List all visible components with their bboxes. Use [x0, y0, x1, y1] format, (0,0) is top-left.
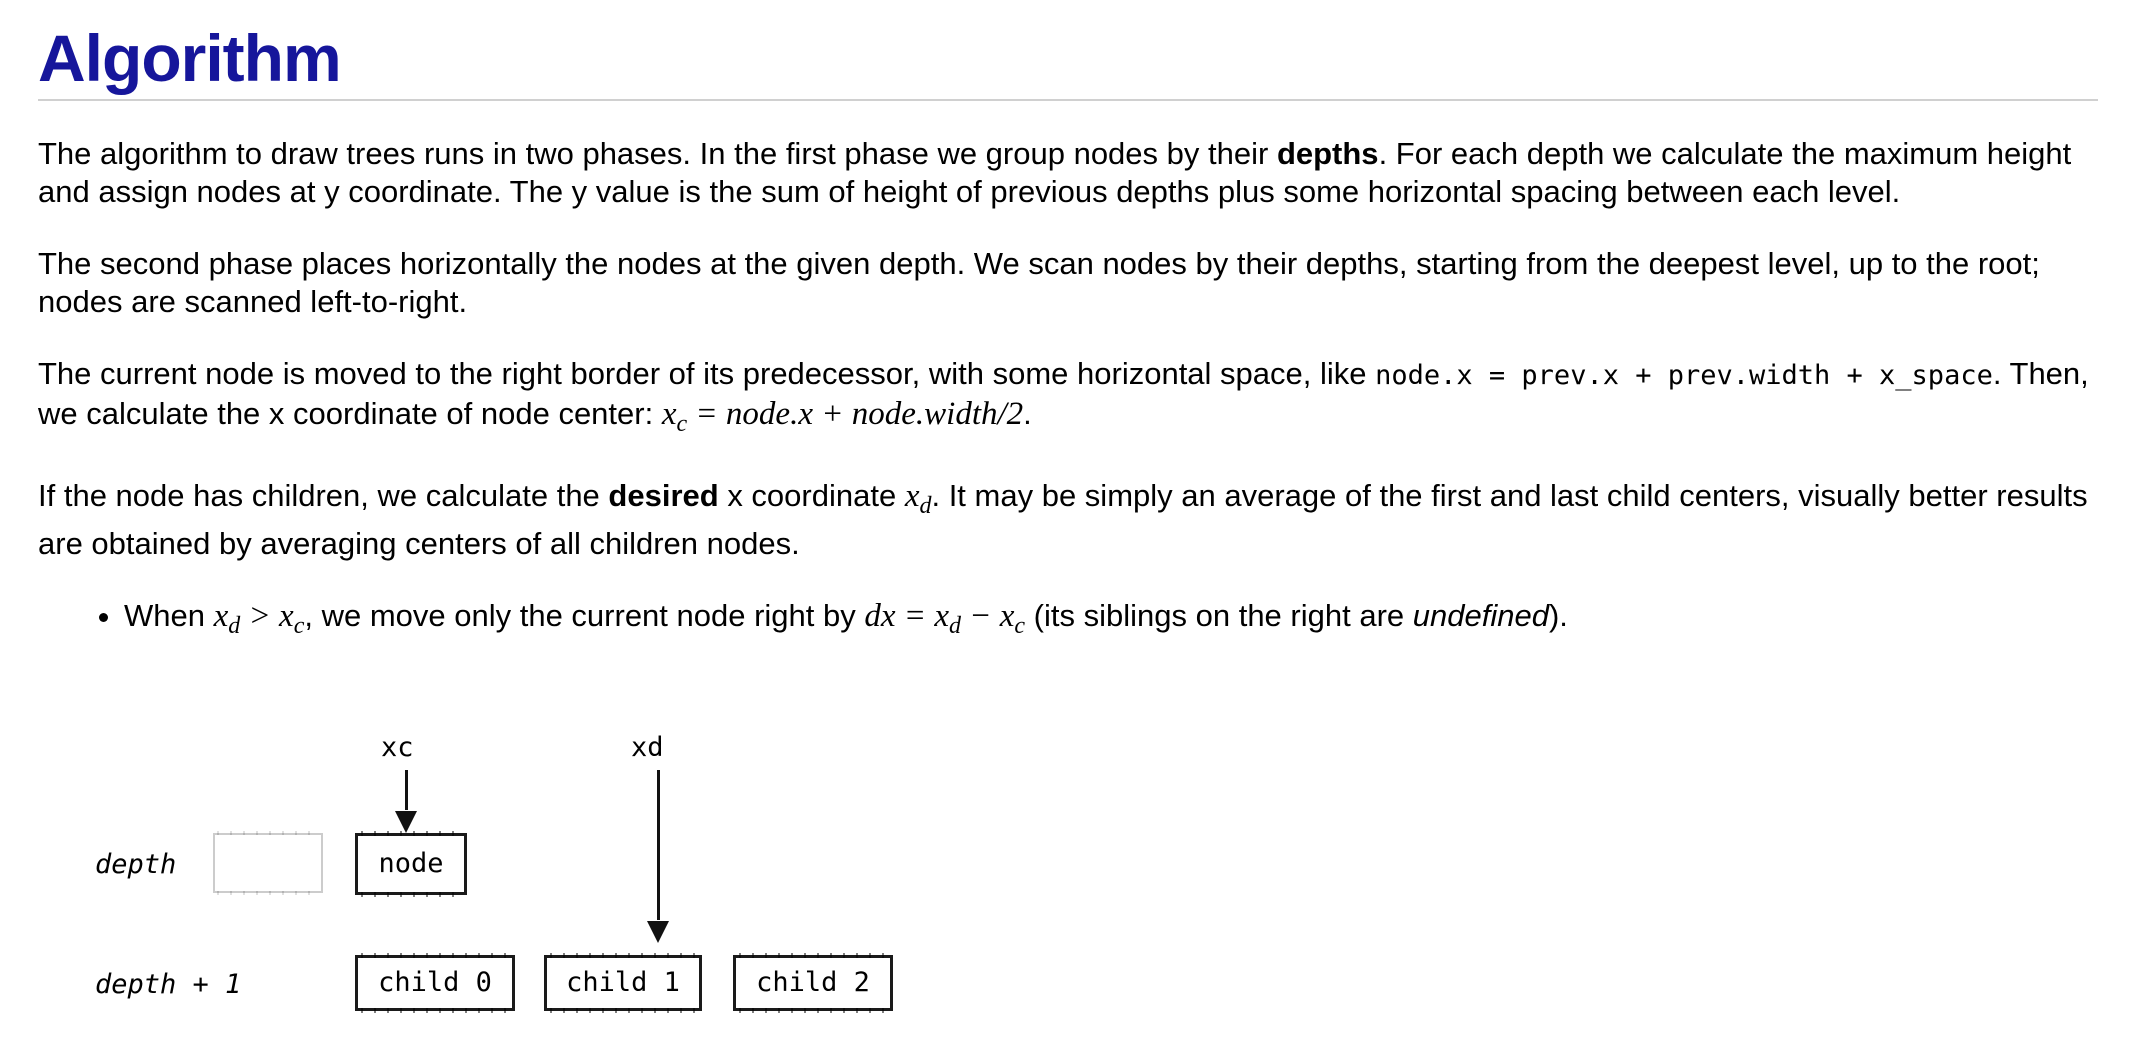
text-segment: dx	[864, 598, 896, 634]
text-segment: (its siblings on the right are	[1025, 598, 1413, 633]
text-segment: x	[279, 598, 294, 634]
text-segment: x	[213, 598, 229, 634]
text-segment: x	[999, 598, 1015, 634]
text-segment: ).	[1548, 598, 1568, 633]
text-segment: =	[895, 598, 935, 634]
xc-arrow-head-icon	[395, 811, 417, 833]
text-segment: The second phase places horizontally the nodes at the given depth. We scan nodes by their depths, starting from the deepest level, up to the root; nodes are scanned left-to-right.	[38, 246, 2040, 319]
text-segment: = node.x + node.width/2	[687, 396, 1024, 432]
text-segment: x	[904, 478, 920, 514]
depth-plus-one-row-label: depth + 1	[95, 969, 242, 1000]
text-segment: When	[124, 598, 214, 633]
text-segment: The algorithm to draw trees runs in two phases. In the first phase we group nodes by their	[38, 136, 1277, 171]
child-0-box	[355, 955, 515, 1011]
text-segment: node.x = prev.x + prev.width + x_space	[1375, 360, 1993, 391]
text-segment: c	[676, 411, 688, 437]
text-segment: x	[661, 396, 677, 432]
text-segment: , we move only the current node right by	[304, 598, 865, 633]
paragraph-second-phase	[38, 245, 2098, 321]
node-box-label: node	[378, 848, 444, 879]
ghost-node-box	[213, 833, 323, 893]
xc-pointer-label: xc	[381, 732, 414, 763]
xc-arrow-line	[405, 770, 408, 810]
text-segment: x coordinate	[718, 478, 905, 513]
text-segment: . It may be simply an average of the first and last child centers, visually better results are obtained by averaging centers of all children nodes.	[38, 478, 2088, 561]
title-divider	[38, 99, 2098, 101]
text-segment: d	[919, 493, 932, 519]
child-1-box	[544, 955, 702, 1011]
paragraph-phases	[38, 135, 2098, 211]
text-segment: . Then, we calculate the x coordinate of node center:	[38, 356, 2089, 431]
child-2-label: child 2	[756, 967, 870, 998]
text-segment: x	[934, 598, 949, 634]
text-segment: >	[240, 598, 280, 634]
text-segment: undefined	[1412, 598, 1549, 633]
text-segment: . For each depth we calculate the maximum height and assign nodes at y coordinate. The y value is the sum of height of previous depths plus some horizontal spacing between each level.	[38, 136, 2072, 209]
depth-row-label: depth	[95, 849, 177, 880]
article-page	[0, 22, 2130, 1044]
child-0-label: child 0	[378, 967, 492, 998]
page-title: Algorithm	[38, 21, 341, 95]
text-segment: c	[293, 613, 305, 639]
bullet-list	[38, 597, 2098, 645]
child-2-box	[733, 955, 893, 1011]
paragraph-desired-x	[38, 477, 2098, 563]
text-segment: c	[1014, 613, 1026, 639]
xd-pointer-label: xd	[631, 732, 664, 763]
text-segment: The current node is moved to the right border of its predecessor, with some horizontal space, like	[38, 356, 1376, 391]
text-segment: d	[228, 613, 241, 639]
node-box	[355, 833, 467, 895]
text-segment: .	[1023, 396, 1032, 431]
text-segment: depths	[1276, 136, 1379, 171]
text-segment: d	[948, 613, 961, 639]
xd-arrow-head-icon	[647, 921, 669, 943]
child-1-label: child 1	[566, 967, 680, 998]
xd-arrow-line	[657, 770, 660, 920]
bullet-item	[124, 597, 2098, 645]
text-segment: desired	[608, 478, 719, 513]
text-segment: If the node has children, we calculate the	[38, 478, 609, 513]
text-segment: −	[960, 598, 1000, 634]
paragraph-current-node	[38, 355, 2098, 443]
tree-diagram	[38, 732, 2098, 1044]
